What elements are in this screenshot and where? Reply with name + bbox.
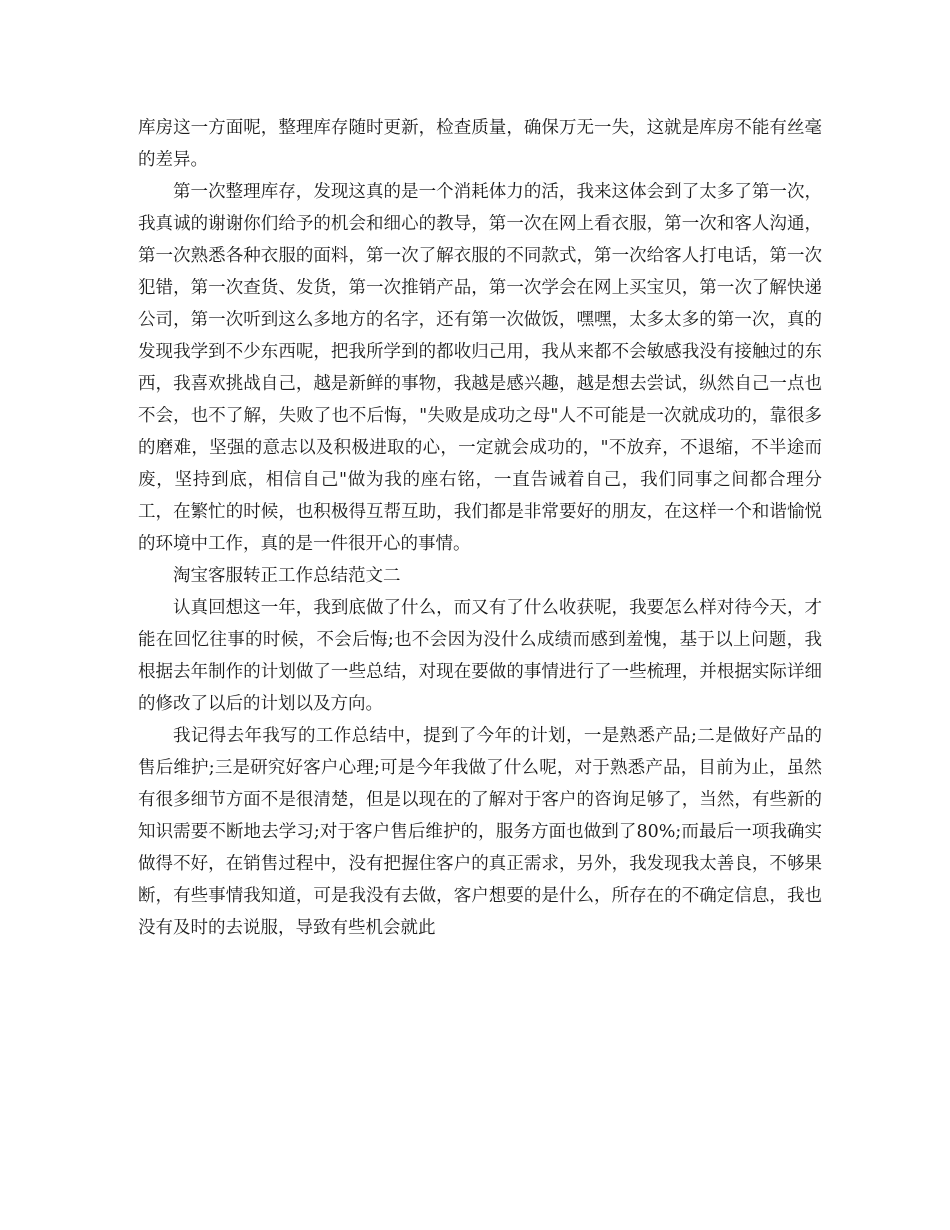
paragraph-storage-summary: 库房这一方面呢，整理库存随时更新，检查质量，确保万无一失，这就是库房不能有丝毫的差异。 xyxy=(138,118,822,170)
paragraph-last-year-plan: 我记得去年我写的工作总结中，提到了今年的计划，一是熟悉产品;二是做好产品的售后维护;三是研究好客户心理;可是今年我做了什么呢，对于熟悉产品，目前为止，虽然有很多细节方面不是很清楚，但是以现在的了解对于客户的咨询足够了，当然，有些新的知识需要不断地去学习;对于客户售后维护的，服务方面也做到了80%;而最后一项我确实做得不好，在销售过程中，没有把握住客户的真正需求，另外，我发现我太善良，不够果断，有些事情我知道，可是我没有去做，客户想要的是什么，所存在的不确定信息，我也没有及时的去说服，导致有些机会就此 xyxy=(138,726,822,938)
section-heading-sample-two: 淘宝客服转正工作总结范文二 xyxy=(173,566,401,586)
paragraph-year-review: 认真回想这一年，我到底做了什么，而又有了什么收获呢，我要怎么样对待今天，才能在回忆往事的时候，不会后悔;也不会因为没什么成绩而感到羞愧，基于以上问题，我根据去年制作的计划做了一些总结，对现在要做的事情进行了一些梳理，并根据实际详细的修改了以后的计划以及方向。 xyxy=(138,598,822,714)
paragraph-first-experiences: 第一次整理库存，发现这真的是一个消耗体力的活，我来这体会到了太多了第一次，我真诚的谢谢你们给予的机会和细心的教导，第一次在网上看衣服，第一次和客人沟通，第一次熟悉各种衣服的面料，第一次了解衣服的不同款式，第一次给客人打电话，第一次犯错，第一次查货、发货，第一次推销产品，第一次学会在网上买宝贝，第一次了解快递公司，第一次听到这么多地方的名字，还有第一次做饭，嘿嘿，太多太多的第一次，真的发现我学到不少东西呢，把我所学到的都收归己用，我从来都不会敏感我没有接触过的东西，我喜欢挑战自己，越是新鲜的事物，我越是感兴趣，越是想去尝试，纵然自己一点也不会，也不了解，失败了也不后悔，"失败是成功之母"人不可能是一次就成功的，靠很多的磨难，坚强的意志以及积极进取的心，一定就会成功的，"不放弃，不退缩，不半途而废，坚持到底，相信自己"做为我的座右铭，一直告诫着自己，我们同事之间都合理分工，在繁忙的时候，也积极得互帮互助，我们都是非常要好的朋友，在这样一个和谐愉悦的环境中工作，真的是一件很开心的事情。 xyxy=(138,182,822,554)
document-page xyxy=(138,112,822,944)
